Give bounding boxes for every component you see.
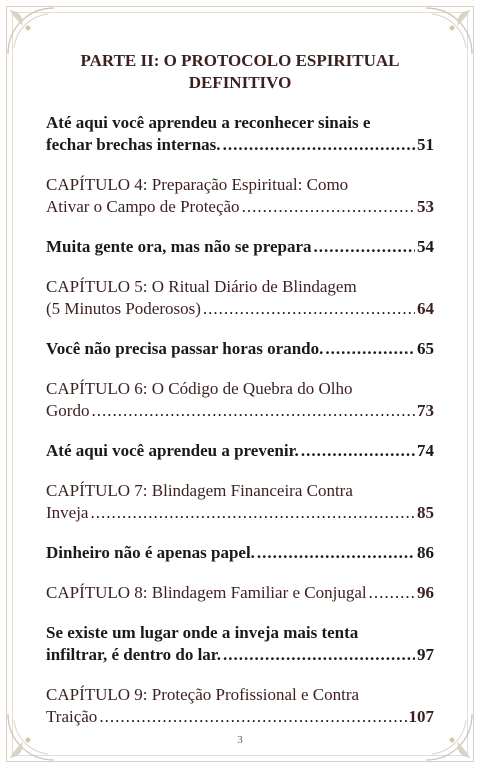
toc-entry-page-number: 64 [417,299,434,318]
dot-leader [223,134,415,156]
page-number: 3 [237,734,243,746]
toc-entry-page-number: 51 [417,135,434,154]
toc-entry[interactable] [46,542,434,564]
toc-entry-title-line: Traição [46,707,98,726]
toc-entry[interactable] [46,236,434,258]
dot-leader [257,542,415,564]
toc-entry-title-line: CAPÍTULO 4: Preparação Espiritual: Como [46,175,349,194]
part-heading-line-1: PARTE II: O PROTOCOLO ESPIRITUAL [80,51,400,70]
toc-entry[interactable] [46,440,434,462]
dot-leader [242,196,415,218]
toc-entry-title-line: infiltrar, é dentro do lar. [46,645,222,664]
toc-entry-title-line: Até aqui você aprendeu a prevenir. [46,441,299,460]
toc-entry[interactable] [46,622,434,666]
part-heading [60,50,420,94]
toc-entry-title-line: Ativar o Campo de Proteção [46,197,240,216]
toc-entry-page-number: 97 [417,645,434,664]
toc-entry-title-line: CAPÍTULO 9: Proteção Profissional e Contra [46,685,360,704]
toc-entry-page-number: 74 [417,441,434,460]
toc-entry-title-line: CAPÍTULO 6: O Código de Quebra do Olho [46,379,353,398]
toc-entry-title-line: Inveja [46,503,89,522]
dot-leader [325,338,415,360]
toc-entry-title-line: fechar brechas internas. [46,135,221,154]
toc-entry-title-line: CAPÍTULO 7: Blindagem Financeira Contra [46,481,353,500]
dot-leader [314,236,415,258]
toc-entry-title-line: Muita gente ora, mas não se prepara [46,237,312,256]
dot-leader [90,502,415,524]
toc-entry-page-number: 65 [417,339,434,358]
toc-entry[interactable] [46,276,434,320]
toc-entry-title-line: Se existe um lugar onde a inveja mais tenta [46,623,359,642]
toc-entry-title-line: Gordo [46,401,90,420]
toc-entry[interactable] [46,480,434,524]
toc-entry-page-number: 86 [417,543,434,562]
toc-entry[interactable] [46,338,434,360]
dot-leader [99,706,406,728]
dot-leader [369,582,415,604]
toc-entry-page-number: 85 [417,503,434,522]
toc-entry[interactable] [46,112,434,156]
toc-entry-title-line: CAPÍTULO 5: O Ritual Diário de Blindagem [46,277,357,296]
toc-entry-page-number: 53 [417,197,434,216]
part-heading-line-2: DEFINITIVO [188,73,292,92]
corner-ornament-icon [420,2,478,60]
toc-entry[interactable] [46,174,434,218]
toc-entry[interactable] [46,684,434,728]
toc-entry[interactable] [46,582,434,604]
dot-leader [91,400,415,422]
toc-entry-title-line: (5 Minutos Poderosos) [46,299,201,318]
dot-leader [223,644,415,666]
toc-entry-page-number: 54 [417,237,434,256]
table-of-contents [46,112,434,746]
toc-entry-page-number: 73 [417,401,434,420]
dot-leader [203,298,415,320]
toc-entry-title-line: Você não precisa passar horas orando. [46,339,324,358]
toc-entry-title-line: CAPÍTULO 8: Blindagem Familiar e Conjugal [46,583,367,602]
corner-ornament-icon [2,2,60,60]
toc-entry-page-number: 107 [408,707,434,726]
toc-entry[interactable] [46,378,434,422]
dot-leader [301,440,415,462]
toc-entry-title-line: Até aqui você aprendeu a reconhecer sinais e [46,113,371,132]
toc-entry-page-number: 96 [417,583,434,602]
toc-entry-title-line: Dinheiro não é apenas papel. [46,543,255,562]
